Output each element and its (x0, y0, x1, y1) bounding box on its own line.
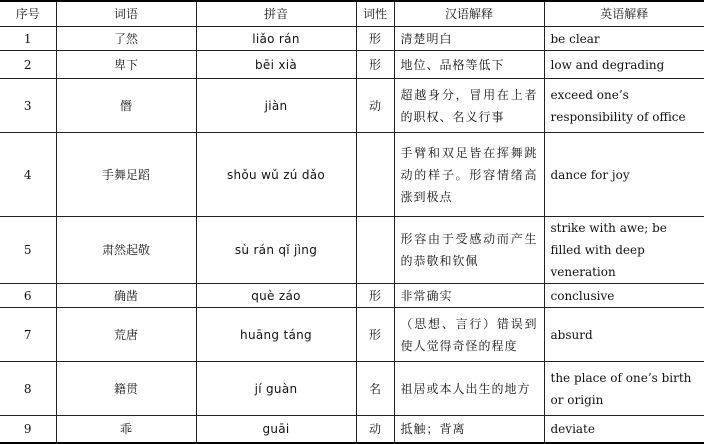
row-pinyin: jí guàn (196, 362, 356, 416)
row-word: 卑下 (56, 51, 196, 79)
row-number: 7 (0, 308, 56, 362)
row-chinese-explanation: （思想、言行）错误到使人觉得奇怪的程度 (394, 308, 544, 362)
table-row (0, 308, 704, 362)
row-number: 4 (0, 133, 56, 217)
row-part-of-speech: 形 (356, 308, 394, 362)
row-english-explanation: be clear (544, 27, 704, 51)
row-part-of-speech: 动 (356, 79, 394, 133)
row-word: 乖 (56, 416, 196, 443)
row-part-of-speech: 形 (356, 27, 394, 51)
row-english-explanation: deviate (544, 416, 704, 443)
row-part-of-speech: 名 (356, 362, 394, 416)
row-pinyin: bēi xià (196, 51, 356, 79)
header-row (0, 1, 704, 27)
row-chinese-explanation: 清楚明白 (394, 27, 544, 51)
row-pinyin: liǎo rán (196, 27, 356, 51)
row-pinyin: sù rán qǐ jìng (196, 217, 356, 284)
table-row (0, 416, 704, 443)
row-part-of-speech (356, 217, 394, 284)
row-pinyin: guāi (196, 416, 356, 443)
row-number: 2 (0, 51, 56, 79)
row-english-explanation: the place of one’s birth or origin (544, 362, 704, 416)
table-row (0, 51, 704, 79)
row-pinyin: què záo (196, 284, 356, 308)
row-part-of-speech: 形 (356, 284, 394, 308)
row-chinese-explanation: 超越身分，冒用在上者的职权、名义行事 (394, 79, 544, 133)
row-chinese-explanation: 抵触；背离 (394, 416, 544, 443)
row-chinese-explanation: 形容由于受感动而产生的恭敬和钦佩 (394, 217, 544, 284)
row-chinese-explanation: 祖居或本人出生的地方 (394, 362, 544, 416)
row-english-explanation: exceed one’s responsibility of office (544, 79, 704, 133)
row-word: 籍贯 (56, 362, 196, 416)
row-pinyin: huāng táng (196, 308, 356, 362)
row-english-explanation: dance for joy (544, 133, 704, 217)
header-english-explanation: 英语解释 (544, 1, 704, 27)
table-row (0, 79, 704, 133)
row-english-explanation: low and degrading (544, 51, 704, 79)
row-part-of-speech: 动 (356, 416, 394, 443)
table-row (0, 217, 704, 284)
table-row (0, 27, 704, 51)
table-row (0, 362, 704, 416)
header-chinese-explanation: 汉语解释 (394, 1, 544, 27)
row-number: 5 (0, 217, 56, 284)
row-english-explanation: absurd (544, 308, 704, 362)
row-word: 手舞足蹈 (56, 133, 196, 217)
row-number: 9 (0, 416, 56, 443)
row-word: 了然 (56, 27, 196, 51)
table-body (0, 27, 704, 443)
row-number: 8 (0, 362, 56, 416)
row-word: 僭 (56, 79, 196, 133)
row-word: 荒唐 (56, 308, 196, 362)
row-number: 1 (0, 27, 56, 51)
table-row (0, 284, 704, 308)
row-english-explanation: conclusive (544, 284, 704, 308)
row-number: 6 (0, 284, 56, 308)
header-pinyin: 拼音 (196, 1, 356, 27)
row-part-of-speech: 形 (356, 51, 394, 79)
row-word: 确凿 (56, 284, 196, 308)
row-chinese-explanation: 手臂和双足皆在挥舞跳动的样子。形容情绪高涨到极点 (394, 133, 544, 217)
row-chinese-explanation: 地位、品格等低下 (394, 51, 544, 79)
row-pinyin: jiàn (196, 79, 356, 133)
row-word: 肃然起敬 (56, 217, 196, 284)
header-number: 序号 (0, 1, 56, 27)
header-word: 词语 (56, 1, 196, 27)
row-pinyin: shǒu wǔ zú dǎo (196, 133, 356, 217)
table-row (0, 133, 704, 217)
row-english-explanation: strike with awe; be filled with deep veneration (544, 217, 704, 284)
row-part-of-speech (356, 133, 394, 217)
row-number: 3 (0, 79, 56, 133)
row-chinese-explanation: 非常确实 (394, 284, 544, 308)
header-part-of-speech: 词性 (356, 1, 394, 27)
